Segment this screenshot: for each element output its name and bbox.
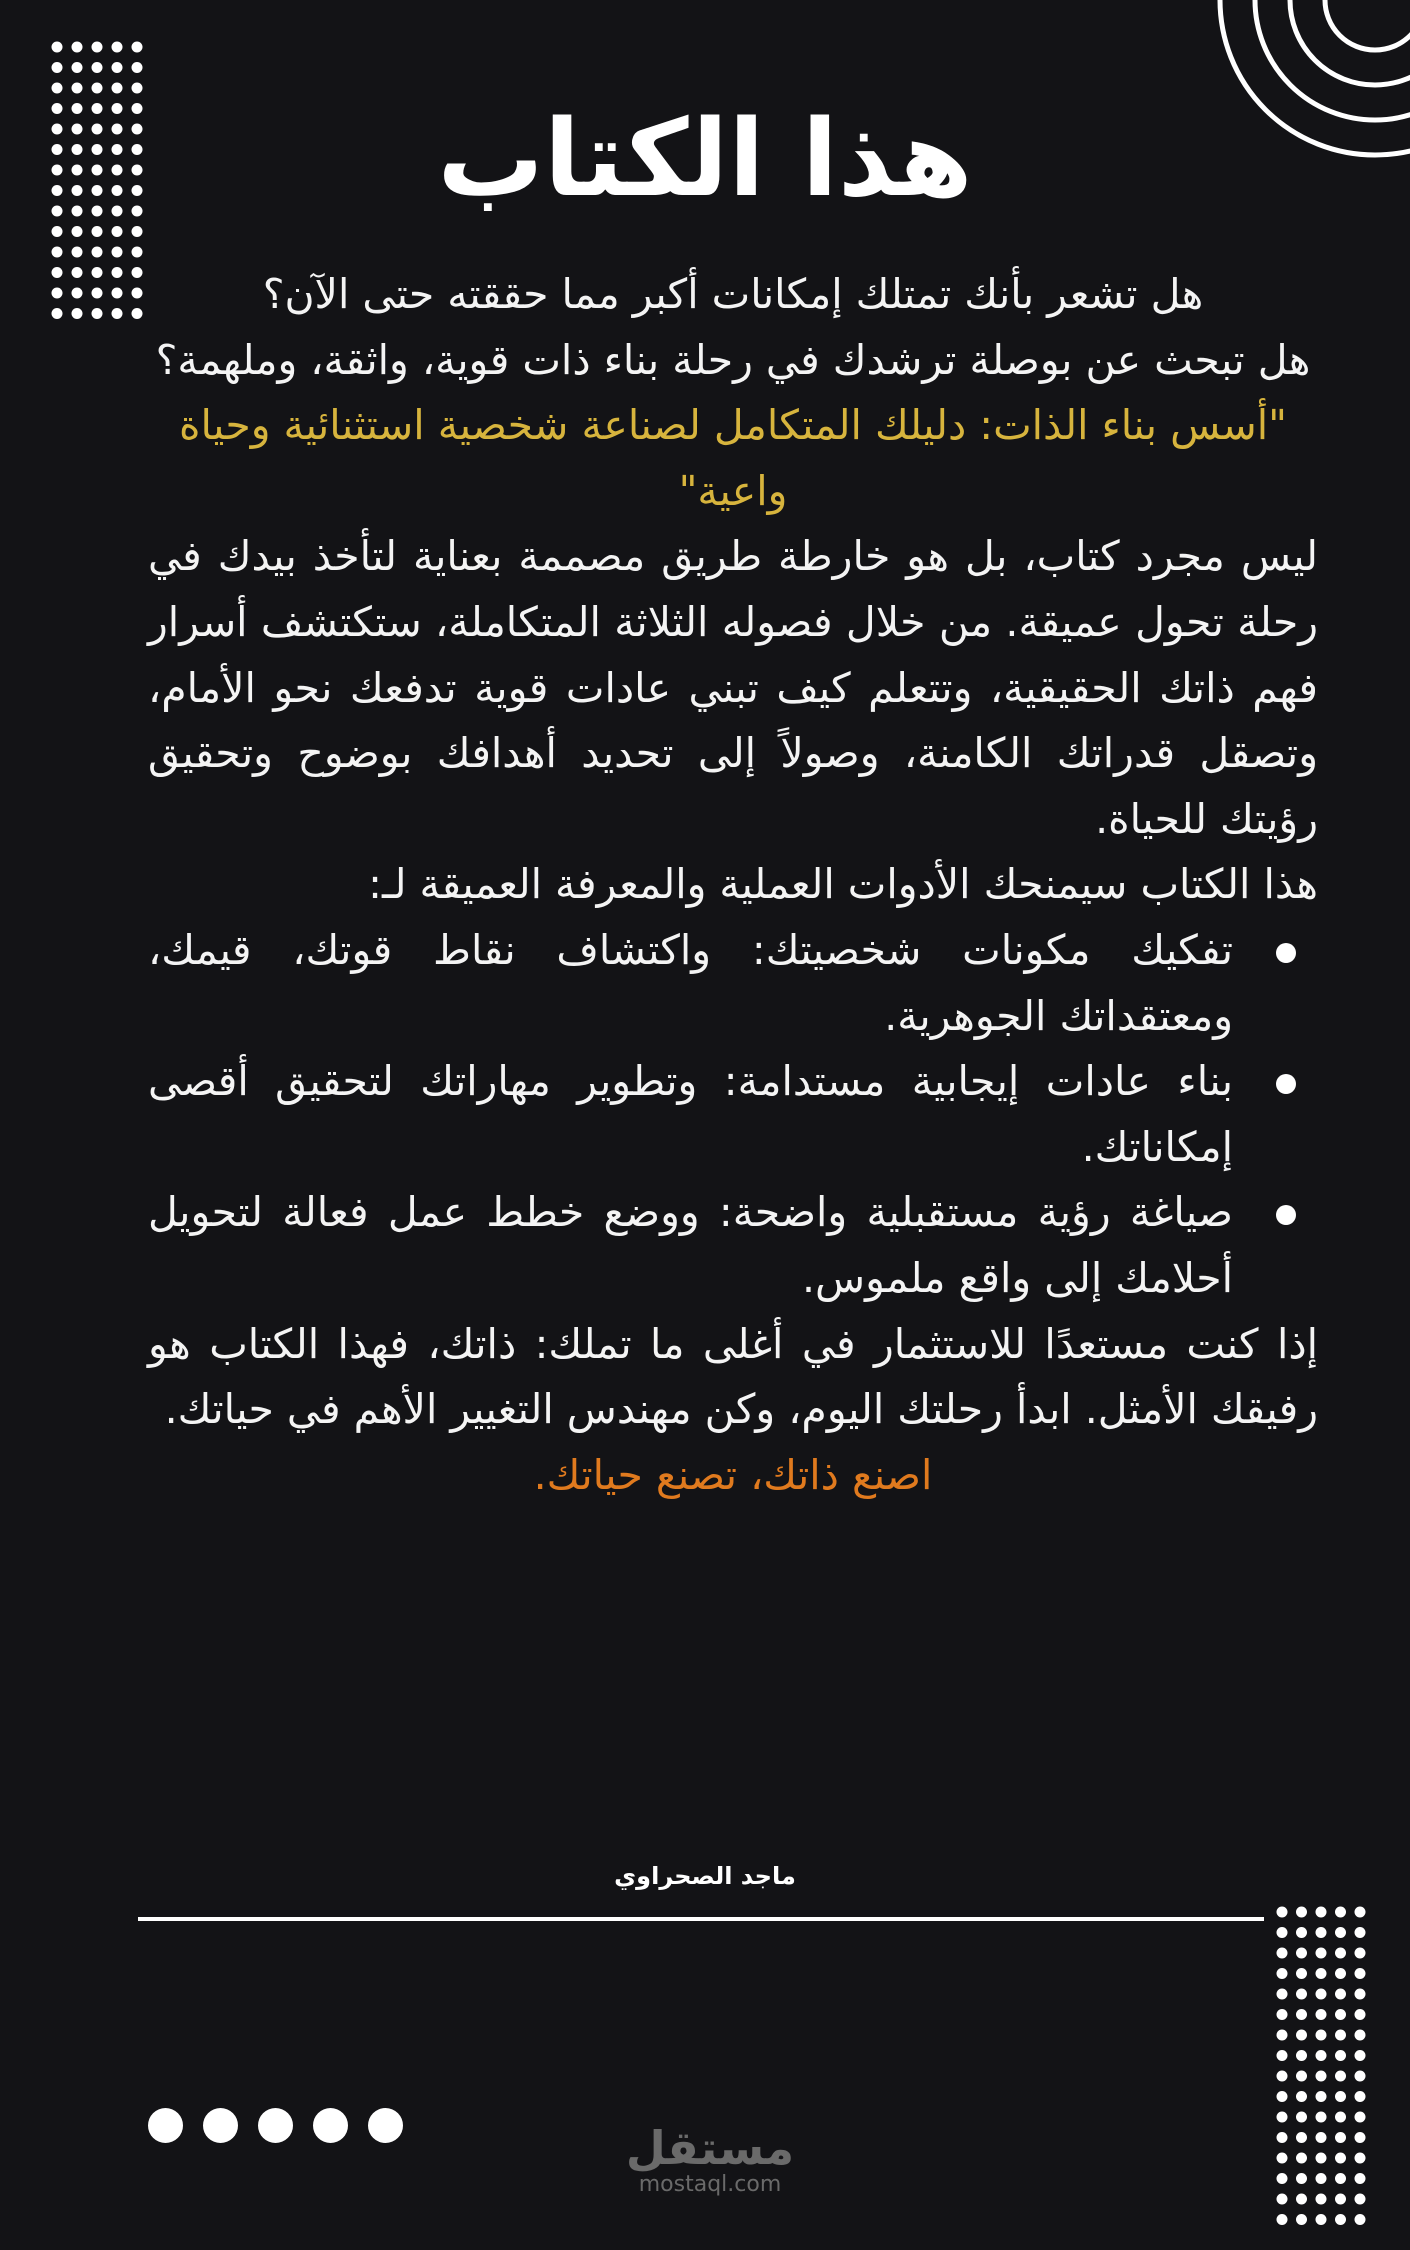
decorative-dot bbox=[1335, 2112, 1346, 2123]
decorative-dot bbox=[92, 42, 103, 53]
decorative-dot bbox=[1335, 2030, 1346, 2041]
decorative-dot bbox=[1355, 2132, 1366, 2143]
watermark-arabic: مستقل bbox=[625, 2121, 795, 2175]
decorative-dot bbox=[132, 62, 143, 73]
decorative-dot bbox=[1316, 2173, 1327, 2184]
decorative-dot bbox=[72, 226, 83, 237]
decorative-dot bbox=[1277, 2091, 1288, 2102]
decorative-dot bbox=[1296, 2153, 1307, 2164]
decorative-dot bbox=[72, 42, 83, 53]
decorative-dot bbox=[92, 288, 103, 299]
decorative-dot bbox=[1316, 2030, 1327, 2041]
pagination-dots bbox=[148, 2108, 403, 2143]
decorative-dot bbox=[72, 62, 83, 73]
decorative-dot bbox=[92, 62, 103, 73]
list-item-text: بناء عادات إيجابية مستدامة: وتطوير مهاراتك لتحقيق أقصى إمكاناتك. bbox=[148, 1057, 1233, 1171]
list-item bbox=[148, 1049, 1318, 1180]
decorative-dot bbox=[52, 247, 63, 258]
decorative-dot bbox=[132, 267, 143, 278]
decorative-dot bbox=[92, 267, 103, 278]
decorative-dot bbox=[72, 308, 83, 319]
decorative-dot bbox=[52, 62, 63, 73]
decorative-dot bbox=[1335, 1968, 1346, 1979]
decorative-dot bbox=[1335, 2050, 1346, 2061]
decorative-dot bbox=[1316, 1989, 1327, 2000]
decorative-dot bbox=[1277, 1948, 1288, 1959]
decorative-dot bbox=[1355, 2112, 1366, 2123]
closing-paragraph: إذا كنت مستعدًا للاستثمار في أغلى ما تملك: ذاتك، فهذا الكتاب هو رفيقك الأمثل. ابدأ رحلتك اليوم، وكن مهندس التغيير الأهم في حياتك. bbox=[148, 1319, 1318, 1434]
decorative-dot bbox=[1355, 2009, 1366, 2020]
decorative-dot bbox=[1355, 2153, 1366, 2164]
decorative-dot bbox=[1296, 2173, 1307, 2184]
decorative-dot bbox=[92, 247, 103, 258]
decorative-dot bbox=[1335, 1948, 1346, 1959]
decorative-dot bbox=[1277, 1968, 1288, 1979]
decorative-dot bbox=[1335, 1907, 1346, 1918]
motto: اصنع ذاتك، تصنع حياتك. bbox=[533, 1450, 933, 1499]
decorative-dot bbox=[112, 226, 123, 237]
decorative-dot bbox=[1355, 1948, 1366, 1959]
decorative-dot bbox=[1277, 2173, 1288, 2184]
decorative-dot bbox=[52, 267, 63, 278]
watermark-latin: mostaql.com bbox=[638, 2172, 782, 2197]
decorative-dot bbox=[1335, 1927, 1346, 1938]
decorative-dot bbox=[112, 247, 123, 258]
list-item bbox=[148, 918, 1318, 1049]
intro-question-2: هل تبحث عن بوصلة ترشدك في رحلة بناء ذات قوية، واثقة، وملهمة؟ bbox=[155, 335, 1311, 384]
decorative-dot bbox=[1296, 1989, 1307, 2000]
decorative-dot bbox=[1296, 2071, 1307, 2082]
decorative-dot bbox=[52, 42, 63, 53]
decorative-dot bbox=[1355, 1989, 1366, 2000]
bullet-icon bbox=[1276, 943, 1296, 963]
decorative-dot bbox=[132, 226, 143, 237]
pagination-dot bbox=[258, 2108, 293, 2143]
bullet-icon bbox=[1276, 1205, 1296, 1225]
decorative-dot bbox=[1296, 1907, 1307, 1918]
decorative-dot bbox=[132, 42, 143, 53]
description-paragraph: ليس مجرد كتاب، بل هو خارطة طريق مصممة بعناية لتأخذ بيدك في رحلة تحول عميقة. من خلال فصوله الثلاثة المتكاملة، ستكتشف أسرار فهم ذاتك الحقيقية، وتتعلم كيف تبني عادات قوية تدفعك نحو الأمام، وتصقل قدراتك الكامنة، وصولاً إلى تحديد أهدافك بوضوح وتحقيق رؤيتك للحياة. bbox=[148, 532, 1318, 843]
pagination-dot bbox=[313, 2108, 348, 2143]
list-item bbox=[148, 1180, 1318, 1311]
decorative-dot bbox=[112, 62, 123, 73]
decorative-dot bbox=[72, 247, 83, 258]
decorative-dot bbox=[1335, 2194, 1346, 2205]
decorative-dot bbox=[1316, 1927, 1327, 1938]
decorative-dot bbox=[1355, 2071, 1366, 2082]
decorative-dot bbox=[92, 308, 103, 319]
decorative-dot bbox=[72, 83, 83, 94]
decorative-dot bbox=[1316, 2009, 1327, 2020]
pagination-dot bbox=[148, 2108, 183, 2143]
decorative-dot bbox=[52, 83, 63, 94]
list-item-text: صياغة رؤية مستقبلية واضحة: ووضع خطط عمل فعالة لتحويل أحلامك إلى واقع ملموس. bbox=[148, 1188, 1233, 1302]
intro-question-1: هل تشعر بأنك تمتلك إمكانات أكبر مما حققته حتى الآن؟ bbox=[262, 270, 1204, 318]
decorative-dot bbox=[1277, 2194, 1288, 2205]
decorative-dot bbox=[1277, 2050, 1288, 2061]
decorative-dot bbox=[1296, 2112, 1307, 2123]
decorative-dot bbox=[52, 308, 63, 319]
decorative-dot bbox=[1296, 2050, 1307, 2061]
decorative-dot bbox=[92, 226, 103, 237]
decorative-dot bbox=[1296, 1948, 1307, 1959]
decorative-dot bbox=[1316, 2132, 1327, 2143]
decorative-dot bbox=[1277, 2132, 1288, 2143]
decorative-dot bbox=[1316, 1968, 1327, 1979]
decorative-dot bbox=[1355, 2214, 1366, 2225]
watermark-logo bbox=[620, 2121, 800, 2200]
decorative-dot bbox=[1296, 2132, 1307, 2143]
benefits-list bbox=[148, 918, 1318, 1312]
decorative-dot bbox=[1335, 2009, 1346, 2020]
book-title-quote: "أسس بناء الذات: دليلك المتكامل لصناعة شخصية استثنائية وحياة واعية" bbox=[179, 401, 1287, 515]
pagination-dot bbox=[203, 2108, 238, 2143]
decorative-dot bbox=[72, 288, 83, 299]
decorative-dot bbox=[92, 83, 103, 94]
bullet-icon bbox=[1276, 1074, 1296, 1094]
decorative-dot bbox=[1316, 2071, 1327, 2082]
decorative-dot bbox=[1296, 1927, 1307, 1938]
page-title: هذا الكتاب bbox=[437, 97, 973, 220]
decorative-dot bbox=[1316, 1948, 1327, 1959]
author-name: ماجد الصحراوي bbox=[614, 1862, 796, 1890]
decorative-dot bbox=[1355, 2050, 1366, 2061]
decorative-dot bbox=[1316, 2214, 1327, 2225]
decorative-dot bbox=[1355, 2091, 1366, 2102]
decorative-dot bbox=[1335, 1989, 1346, 2000]
decorative-dot bbox=[112, 308, 123, 319]
decorative-dot bbox=[1355, 2030, 1366, 2041]
decorative-dot bbox=[1277, 2009, 1288, 2020]
decorative-dot bbox=[1277, 2112, 1288, 2123]
decorative-dot bbox=[1296, 2009, 1307, 2020]
decorative-dot bbox=[1335, 2214, 1346, 2225]
list-item-text: تفكيك مكونات شخصيتك: واكتشاف نقاط قوتك، قيمك، ومعتقداتك الجوهرية. bbox=[148, 925, 1233, 1040]
pagination-dot bbox=[368, 2108, 403, 2143]
decorative-dot bbox=[1316, 2050, 1327, 2061]
decorative-dot bbox=[1277, 1989, 1288, 2000]
decorative-dot bbox=[52, 226, 63, 237]
decorative-dot bbox=[1316, 2194, 1327, 2205]
decorative-dot bbox=[132, 83, 143, 94]
decorative-dot bbox=[1355, 1907, 1366, 1918]
decorative-dot bbox=[1277, 2214, 1288, 2225]
dot-grid-decoration-bottom bbox=[1275, 1905, 1367, 2235]
decorative-dot bbox=[112, 267, 123, 278]
decorative-dot bbox=[112, 42, 123, 53]
book-description bbox=[148, 262, 1318, 1508]
decorative-dot bbox=[1277, 2071, 1288, 2082]
decorative-dot bbox=[1296, 2214, 1307, 2225]
decorative-dot bbox=[52, 288, 63, 299]
decorative-dot bbox=[132, 288, 143, 299]
decorative-dot bbox=[1316, 2153, 1327, 2164]
decorative-dot bbox=[1296, 1968, 1307, 1979]
decorative-dot bbox=[112, 83, 123, 94]
decorative-dot bbox=[1296, 2030, 1307, 2041]
decorative-dot bbox=[1296, 2194, 1307, 2205]
decorative-dot bbox=[1316, 1907, 1327, 1918]
decorative-dot bbox=[1277, 1927, 1288, 1938]
decorative-dot bbox=[1355, 2173, 1366, 2184]
decorative-dot bbox=[1277, 2153, 1288, 2164]
decorative-dot bbox=[112, 288, 123, 299]
decorative-dot bbox=[1355, 1927, 1366, 1938]
decorative-dot bbox=[1277, 2030, 1288, 2041]
decorative-dot bbox=[1355, 2194, 1366, 2205]
decorative-dot bbox=[1335, 2091, 1346, 2102]
decorative-dot bbox=[1277, 1907, 1288, 1918]
divider bbox=[138, 1917, 1264, 1921]
decorative-dot bbox=[1316, 2091, 1327, 2102]
list-intro: هذا الكتاب سيمنحك الأدوات العملية والمعرفة العميقة لـ: bbox=[368, 860, 1318, 909]
decorative-dot bbox=[1335, 2132, 1346, 2143]
decorative-dot bbox=[1355, 1968, 1366, 1979]
decorative-dot bbox=[1335, 2071, 1346, 2082]
decorative-dot bbox=[1335, 2173, 1346, 2184]
decorative-dot bbox=[132, 247, 143, 258]
decorative-dot bbox=[1316, 2112, 1327, 2123]
decorative-dot bbox=[1296, 2091, 1307, 2102]
decorative-dot bbox=[132, 308, 143, 319]
decorative-dot bbox=[1335, 2153, 1346, 2164]
decorative-dot bbox=[72, 267, 83, 278]
